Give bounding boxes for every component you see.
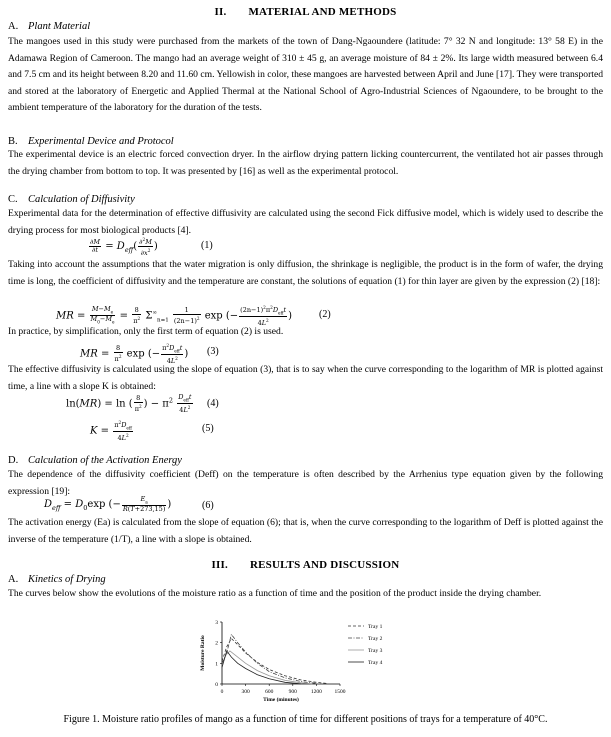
subsection-heading-kinetics: A. Kinetics of Drying (8, 574, 106, 585)
legend-label-4: Tray 4 (368, 660, 383, 666)
series-line-1 (222, 639, 328, 684)
legend-label-2: Tray 2 (368, 636, 383, 642)
paragraph-arrhenius: The dependence of the diffusivity coefficient (Deff) on the temperature is often described by the Arrhenius type equation given by the following expression [19]: (8, 469, 603, 497)
subsection-heading-diffusivity: C. Calculation of Diffusivity (8, 194, 135, 205)
subsection-heading-experimental-device: B. Experimental Device and Protocol (8, 136, 174, 147)
y-tick-label: 3 (215, 620, 218, 626)
section-heading-iii: III. RESULTS AND DISCUSSION (211, 559, 400, 571)
section-heading-ii: II. MATERIAL AND METHODS (214, 6, 397, 18)
series-line-3 (222, 651, 313, 684)
paragraph-experimental-device: The experimental device is an electric forced convection dryer. In the airflow drying pattern licking countercurrent, the ventilated hot air passes through the drying chamber from bottom to top. It was presented by [16] as well as the experimental protocol. (8, 149, 603, 177)
x-tick-label: 300 (241, 689, 250, 695)
equation-1: $\frac{\partial M}{\partial t}$ = $D_{eff}$( $\frac{\partial^2M}{\partial x^2}$ ) (90, 237, 158, 258)
paragraph-kinetics: The curves below show the evolutions of the moisture ratio as a function of time and the position of the product inside the drying chamber. (8, 588, 542, 599)
paragraph-effective-diffusivity: The effective diffusivity is calculated using the slope of equation (3), that is to say when the curve corresponding to the logarithm of MR is plotted against time, a line with a slope K is obtained: (8, 364, 603, 392)
paragraph-plant-material: The mangoes used in this study were purchased from the markets of the town of Dang-Ngaoundere (latitude: 7° 32 N and longitude: 13° 58 E) in the Adamawa Region of Cameroon. The mango had an average weight of 310 ± 45 g, an average moisture of 84 ± 2%. Its large width measured between 6.4 and 7.5 cm and its height between 8.20 and 11.60 cm. Yellowish in color, these mangoes are harvested between April and June [17]. They were transported and stored at the laboratory of Energetic and Applied Thermal at the National School of Agro-Industrial Sciences of Ngaoundere, to be brought to the ambient temperature of the laboratory for the duration of the tests. (8, 36, 603, 114)
paragraph-simplification: In practice, by simplification, only the first term of equation (2) is used. (8, 326, 284, 337)
y-tick-label: 0 (215, 682, 218, 688)
paragraph-activation-energy: The activation energy (Ea) is calculated from the slope of equation (6); that is, when the curve corresponding to the logarithm of Deff is plotted against the inverse of the temperature (1/T), a line with a slope is obtained. (8, 517, 603, 545)
equation-3: MR = $\frac{8}{\pi^2}$ exp (− $\frac{\pi^2D_{eff}t}{4L^2}$ ) (80, 343, 189, 366)
figure-caption: Figure 1. Moisture ratio profiles of mango as a function of time for different positions of trays for a temperature of 40°C. (63, 714, 548, 725)
equation-6: $D_{eff} = D_0\exp$ (− $\frac{E_a}{R(T+273,15)}$ ) (44, 495, 172, 514)
y-tick-label: 2 (215, 640, 218, 647)
x-tick-label: 600 (265, 689, 274, 695)
equation-4-number: (4) (207, 398, 219, 409)
equation-5-number: (5) (202, 423, 214, 434)
equation-1-number: (1) (201, 240, 213, 251)
paragraph-fick-model: Experimental data for the determination of effective diffusivity are calculated using the second Fick diffusive model, which is widely used to describe the drying process for most biological products [4]. (8, 208, 603, 236)
x-tick-label: 900 (288, 689, 297, 695)
legend-label-1: Tray 1 (368, 624, 383, 630)
equation-4: ln(MR) = ln ( $\frac{8}{\pi^2}$ ) − $\pi^2$ $\frac{D_{eff}t}{4L^2}$ (66, 393, 192, 415)
moisture-ratio-chart (192, 616, 402, 706)
equation-5: K = $\frac{\pi^2D_{eff}}{4L^2}$ (90, 420, 132, 443)
x-axis-label: Time (minutes) (263, 697, 299, 703)
paragraph-assumptions: Taking into account the assumptions that the water migration is only diffusion, the shrinkage is negligible, the product is in the form of wafer, the drying time is long, the coefficient of diffusivity and the temperature are constant, the solutions of equation (1) for thin layer are given by the expression (2) [18]: (8, 259, 603, 287)
equation-2: MR = $\frac{M-M_e}{M_0-M_e}$ = $\frac{8}{\pi^2}$ $\Sigma^\infty_{n=1}$ $\frac{1}{(2n-1)^2}$ exp (− $\frac{(2n-1)^2\pi^2D_{eff}t}{4L^2}$ ) (56, 305, 293, 328)
x-tick-label: 0 (220, 689, 224, 695)
subsection-heading-activation-energy: D. Calculation of the Activation Energy (8, 455, 182, 466)
legend-label-3: Tray 3 (368, 648, 383, 654)
x-tick-label: 1200 (310, 689, 322, 695)
subsection-heading-plant-material: A. Plant Material (8, 21, 91, 32)
equation-3-number: (3) (207, 346, 219, 357)
equation-2-number: (2) (319, 309, 331, 320)
y-axis-label: Moisture Ratio (200, 635, 206, 671)
x-tick-label: 1500 (334, 689, 346, 695)
y-tick-label: 1 (215, 661, 218, 668)
equation-6-number: (6) (202, 500, 214, 511)
